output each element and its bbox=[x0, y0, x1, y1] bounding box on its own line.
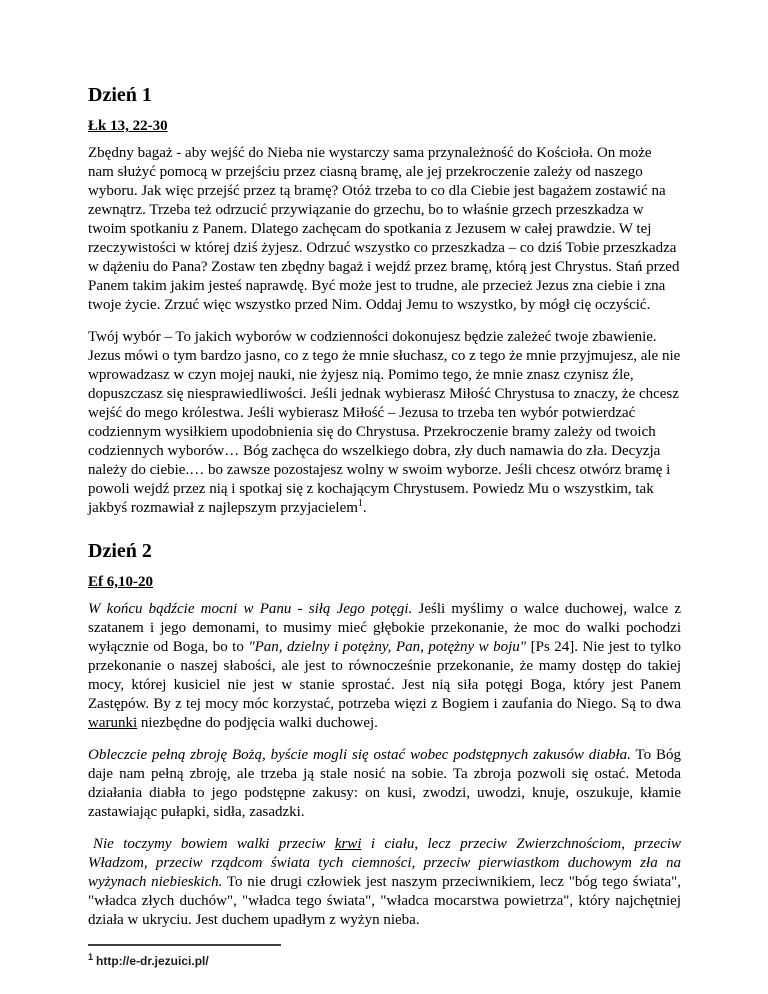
day2-paragraph-1-underlined-word: warunki bbox=[88, 715, 138, 731]
footnote-area bbox=[88, 944, 681, 969]
footnote-number: 1 bbox=[88, 952, 94, 962]
day1-section bbox=[88, 84, 681, 518]
day2-paragraph-2-italic-opening: Obleczcie pełną zbroję Bożą, byście mogli się ostać wobec podstępnych zakusów diabła. bbox=[88, 747, 631, 763]
day2-paragraph-3-italic-a: Nie toczymy bowiem walki przeciw bbox=[93, 836, 335, 852]
day2-scripture-reference: Ef 6,10-20 bbox=[88, 574, 153, 590]
day2-paragraph-1-italic-opening: W końcu bądźcie mocni w Panu - siłą Jego potęgi. bbox=[88, 601, 413, 617]
footnote-reference-marker: 1 bbox=[357, 498, 363, 509]
day2-paragraph-3 bbox=[88, 835, 681, 930]
footnote bbox=[88, 953, 681, 969]
day1-scripture-reference: Łk 13, 22-30 bbox=[88, 118, 168, 134]
day2-paragraph-1-italic-quote: "Pan, dzielny i potężny, Pan, potężny w boju" bbox=[248, 639, 527, 655]
day2-paragraph-2 bbox=[88, 746, 681, 822]
day2-section bbox=[88, 540, 681, 930]
day2-paragraph-1-text-c: niezbędne do podjęcia walki duchowej. bbox=[137, 715, 378, 731]
day2-paragraph-3-text-a: To nie drugi człowiek jest naszym przeciwnikiem, lecz "bóg tego świata", "władca złych duchów", "władca tego świata", "władca mocarstwa powietrza", który najchętniej działa w ukryciu. Jest duchem upadłym z wyżyn nieba. bbox=[88, 874, 681, 928]
day1-heading: Dzień 1 bbox=[88, 84, 152, 106]
day2-paragraph-3-italic-b: i ciału, lecz przeciw Zwierzchnościom, przeciw Władzom, przeciw rządcom świata tych ciemności, przeciw pierwiastkom duchowym zła na wyżynach niebieskich. bbox=[88, 836, 681, 890]
day1-paragraph-2-text: Twój wybór – To jakich wyborów w codzienności dokonujesz będzie zależeć twoje zbawienie. Jezus mówi o tym bardzo jasno, co z tego że mnie słuchasz, co z tego że mnie przyjmujesz, ale nie wprowadzasz w czyn mojej nauki, nie żyjesz nią. Pomimo tego, że mnie znasz czynisz źle, dopuszczasz się niesprawiedliwości. Jeśli jednak wybierasz Miłość Chrystusa to znaczy, że chcesz wejść do mego królestwa. Jeśli wybierasz Miłość – Jezusa to trzeba ten wybór potwierdzać codziennym wysiłkiem upodobnienia się do Chrystusa. Przekroczenie bramy zależy od twoich codziennych wyborów… Bóg zachęca do wszelkiego dobra, zły duch namawia do zła. Decyzja należy do ciebie.… bo zawsze pozostajesz wolny w swoim wyborze. Jeśli chcesz otwórz bramę i powoli wejdź przez nią i spotkaj się z kochającym Chrystusem. Powiedz Mu o wszystkim, tak jakbyś rozmawiał z najlepszym przyjacielem bbox=[88, 329, 681, 516]
day2-paragraph-1 bbox=[88, 600, 681, 733]
day2-paragraph-1-text-a: Jeśli myślimy o walce duchowej, walce z szatanem i jego demonami, to musimy mieć głębokie przekonanie, że moc do walki pochodzi wyłącznie od Boga, bo to bbox=[88, 601, 681, 655]
footnote-url: http://e-dr.jezuici.pl/ bbox=[96, 954, 209, 968]
footnote-separator bbox=[88, 944, 281, 946]
day2-paragraph-3-underlined-word: krwi bbox=[334, 836, 362, 852]
day1-paragraph-1: Zbędny bagaż - aby wejść do Nieba nie wystarczy sama przynależność do Kościoła. On może nam służyć pomocą w przejściu przez ciasną bramę, ale jej przekroczenie zależy od naszego wyboru. Jak więc przejść przez tą bramę? Otóż trzeba to co dla Ciebie jest bagażem zostawić na zewnątrz. Trzeba też odrzucić przywiązanie do grzechu, bo to właśnie grzech przeszkadza w twoim spotkaniu z Panem. Dlatego zachęcam do spotkania z Jezusem w całej prawdzie. W tej rzeczywistości w której dziś żyjesz. Odrzuć wszystko co przeszkadza – co dziś Tobie przeszkadza w dążeniu do Pana? Zostaw ten zbędny bagaż i wejdź przez bramę, którą jest Chrystus. Stań przed Panem takim jakim jesteś naprawdę. Być może jest to trudne, ale przecież Jezus zna ciebie i zna twoje życie. Zrzuć więc wszystko przed Nim. Oddaj Jemu to wszystko, by mógł cię oczyścić. bbox=[88, 145, 680, 313]
day2-paragraph-2-text-a: To Bóg daje nam pełną zbroję, ale trzeba ją stale nosić na sobie. Ta zbroja pozwoli się ostać. Metoda działania diabła to jego podstępne zakusy: on kusi, zwodzi, uwodzi, knuje, oszukuje, kłamie zastawiając pułapki, sidła, zasadzki. bbox=[88, 747, 681, 820]
day2-heading: Dzień 2 bbox=[88, 540, 152, 562]
day2-paragraph-1-text-b: [Ps 24]. Nie jest to tylko przekonanie o naszej słabości, ale jest to równocześnie przekonanie, że mamy dostęp do takiej mocy, której kusiciel nie jest w stanie sprostać. Jest nią siła potęgi Boga, który jest Panem Zastępów. By z tej mocy móc korzystać, potrzeba więzi z Bogiem i zaufania do Niego. Są to dwa bbox=[88, 639, 681, 712]
day1-paragraph-2-period: . bbox=[362, 500, 367, 516]
day1-paragraph-2 bbox=[88, 328, 681, 518]
